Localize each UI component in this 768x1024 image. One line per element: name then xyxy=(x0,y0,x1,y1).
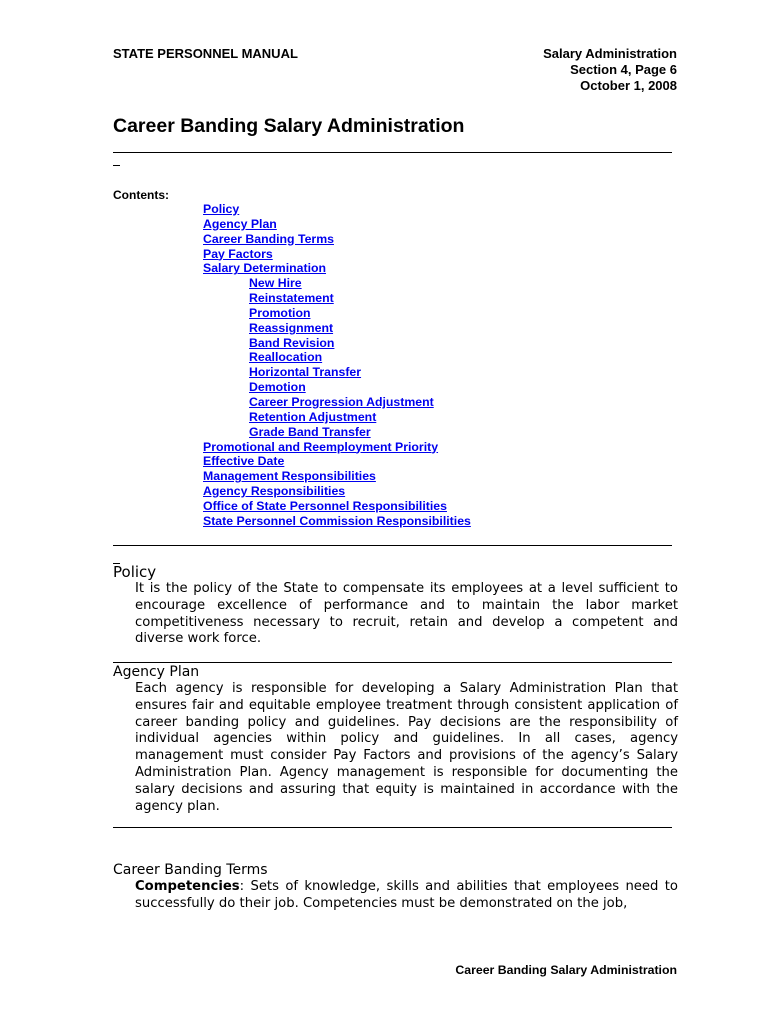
career-banding-terms-heading: Career Banding Terms xyxy=(113,862,268,878)
toc-link-horizontal-transfer[interactable]: Horizontal Transfer xyxy=(249,365,362,380)
toc-subentry xyxy=(203,425,471,440)
toc-subentry xyxy=(203,410,471,425)
toc-link-management-responsibilities[interactable]: Management Responsibilities xyxy=(203,469,376,484)
toc-link-promotion[interactable]: Promotion xyxy=(249,305,311,320)
toc-link-pay-factors[interactable]: Pay Factors xyxy=(203,246,273,261)
toc-link-policy[interactable]: Policy xyxy=(203,202,240,216)
toc-entry xyxy=(203,454,471,469)
toc-entry xyxy=(203,469,471,484)
toc-subentry xyxy=(203,276,471,291)
toc-subentry xyxy=(203,350,471,365)
toc-entry xyxy=(203,247,471,262)
toc-subentry xyxy=(203,336,471,351)
toc-subentry xyxy=(203,306,471,321)
toc-entry xyxy=(203,440,471,455)
toc-link-salary-determination[interactable]: Salary Determination xyxy=(203,261,327,276)
toc-link-band-revision[interactable]: Band Revision xyxy=(249,335,335,350)
toc-entry xyxy=(203,484,471,499)
toc-entry xyxy=(203,217,471,232)
toc-link-agency-plan[interactable]: Agency Plan xyxy=(203,216,277,231)
toc-link-osp-responsibilities[interactable]: Office of State Personnel Responsibilities xyxy=(203,498,447,513)
toc-subentry xyxy=(203,380,471,395)
section-divider xyxy=(113,662,672,663)
revision-date: October 1, 2008 xyxy=(580,78,677,93)
toc-subentry xyxy=(203,321,471,336)
toc-entry xyxy=(203,514,471,529)
toc-link-reinstatement[interactable]: Reinstatement xyxy=(249,291,334,306)
toc-link-promotional-reemployment-priority[interactable]: Promotional and Reemployment Priority xyxy=(203,439,439,454)
toc-link-career-banding-terms[interactable]: Career Banding Terms xyxy=(203,231,334,246)
competencies-text: : Sets of knowledge, skills and abilities that employees need to successfully do their job. Competencies must be demonstrated on the job, xyxy=(135,879,678,911)
policy-heading: Policy xyxy=(113,563,157,581)
stray-dash xyxy=(113,165,120,166)
page-footer: Career Banding Salary Administration xyxy=(455,963,677,977)
toc-entry xyxy=(203,499,471,514)
toc-link-agency-responsibilities[interactable]: Agency Responsibilities xyxy=(203,484,346,499)
table-of-contents xyxy=(203,202,471,529)
agency-plan-text: Each agency is responsible for developing a Salary Administration Plan that ensures fair and equitable employee treatment through consistent application of career banding policy and guidelines. Pay decisions are the responsibility of individual agencies within policy and guidelines. In all cases, agency management must consider Pay Factors and provisions of the agency’s Salary Administration Plan. Agency management is responsible for documenting the salary decisions and assuring that equity is maintained in accordance with the agency plan. xyxy=(135,681,678,814)
title-divider xyxy=(113,152,672,153)
page-header-info xyxy=(543,46,677,94)
toc-link-demotion[interactable]: Demotion xyxy=(249,380,306,395)
toc-link-reallocation[interactable]: Reallocation xyxy=(249,350,323,365)
competencies-definition xyxy=(135,879,678,913)
section-divider xyxy=(113,827,672,828)
toc-link-retention-adjustment[interactable]: Retention Adjustment xyxy=(249,409,377,424)
contents-label: Contents: xyxy=(113,188,169,202)
toc-link-reassignment[interactable]: Reassignment xyxy=(249,320,334,335)
manual-title: STATE PERSONNEL MANUAL xyxy=(113,46,298,61)
section-name: Salary Administration xyxy=(543,46,677,61)
section-page: Section 4, Page 6 xyxy=(570,62,677,77)
toc-link-spc-responsibilities[interactable]: State Personnel Commission Responsibilities xyxy=(203,513,471,528)
toc-entry xyxy=(203,261,471,276)
page-title: Career Banding Salary Administration xyxy=(113,115,465,137)
toc-subentry xyxy=(203,395,471,410)
toc-subentry xyxy=(203,291,471,306)
toc-entry xyxy=(203,232,471,247)
toc-entry xyxy=(203,202,471,217)
toc-subentry xyxy=(203,365,471,380)
policy-text: It is the policy of the State to compensate its employees at a level sufficient to encourage excellence of performance and to maintain the labor market competitiveness necessary to recruit, retain and develop a competent and diverse work force. xyxy=(135,581,678,647)
competencies-term: Competencies xyxy=(135,879,240,894)
toc-link-effective-date[interactable]: Effective Date xyxy=(203,454,285,469)
toc-link-new-hire[interactable]: New Hire xyxy=(249,276,302,291)
toc-link-career-progression-adjustment[interactable]: Career Progression Adjustment xyxy=(249,394,434,409)
toc-link-grade-band-transfer[interactable]: Grade Band Transfer xyxy=(249,424,371,439)
agency-plan-heading: Agency Plan xyxy=(113,664,200,680)
section-divider xyxy=(113,545,672,546)
